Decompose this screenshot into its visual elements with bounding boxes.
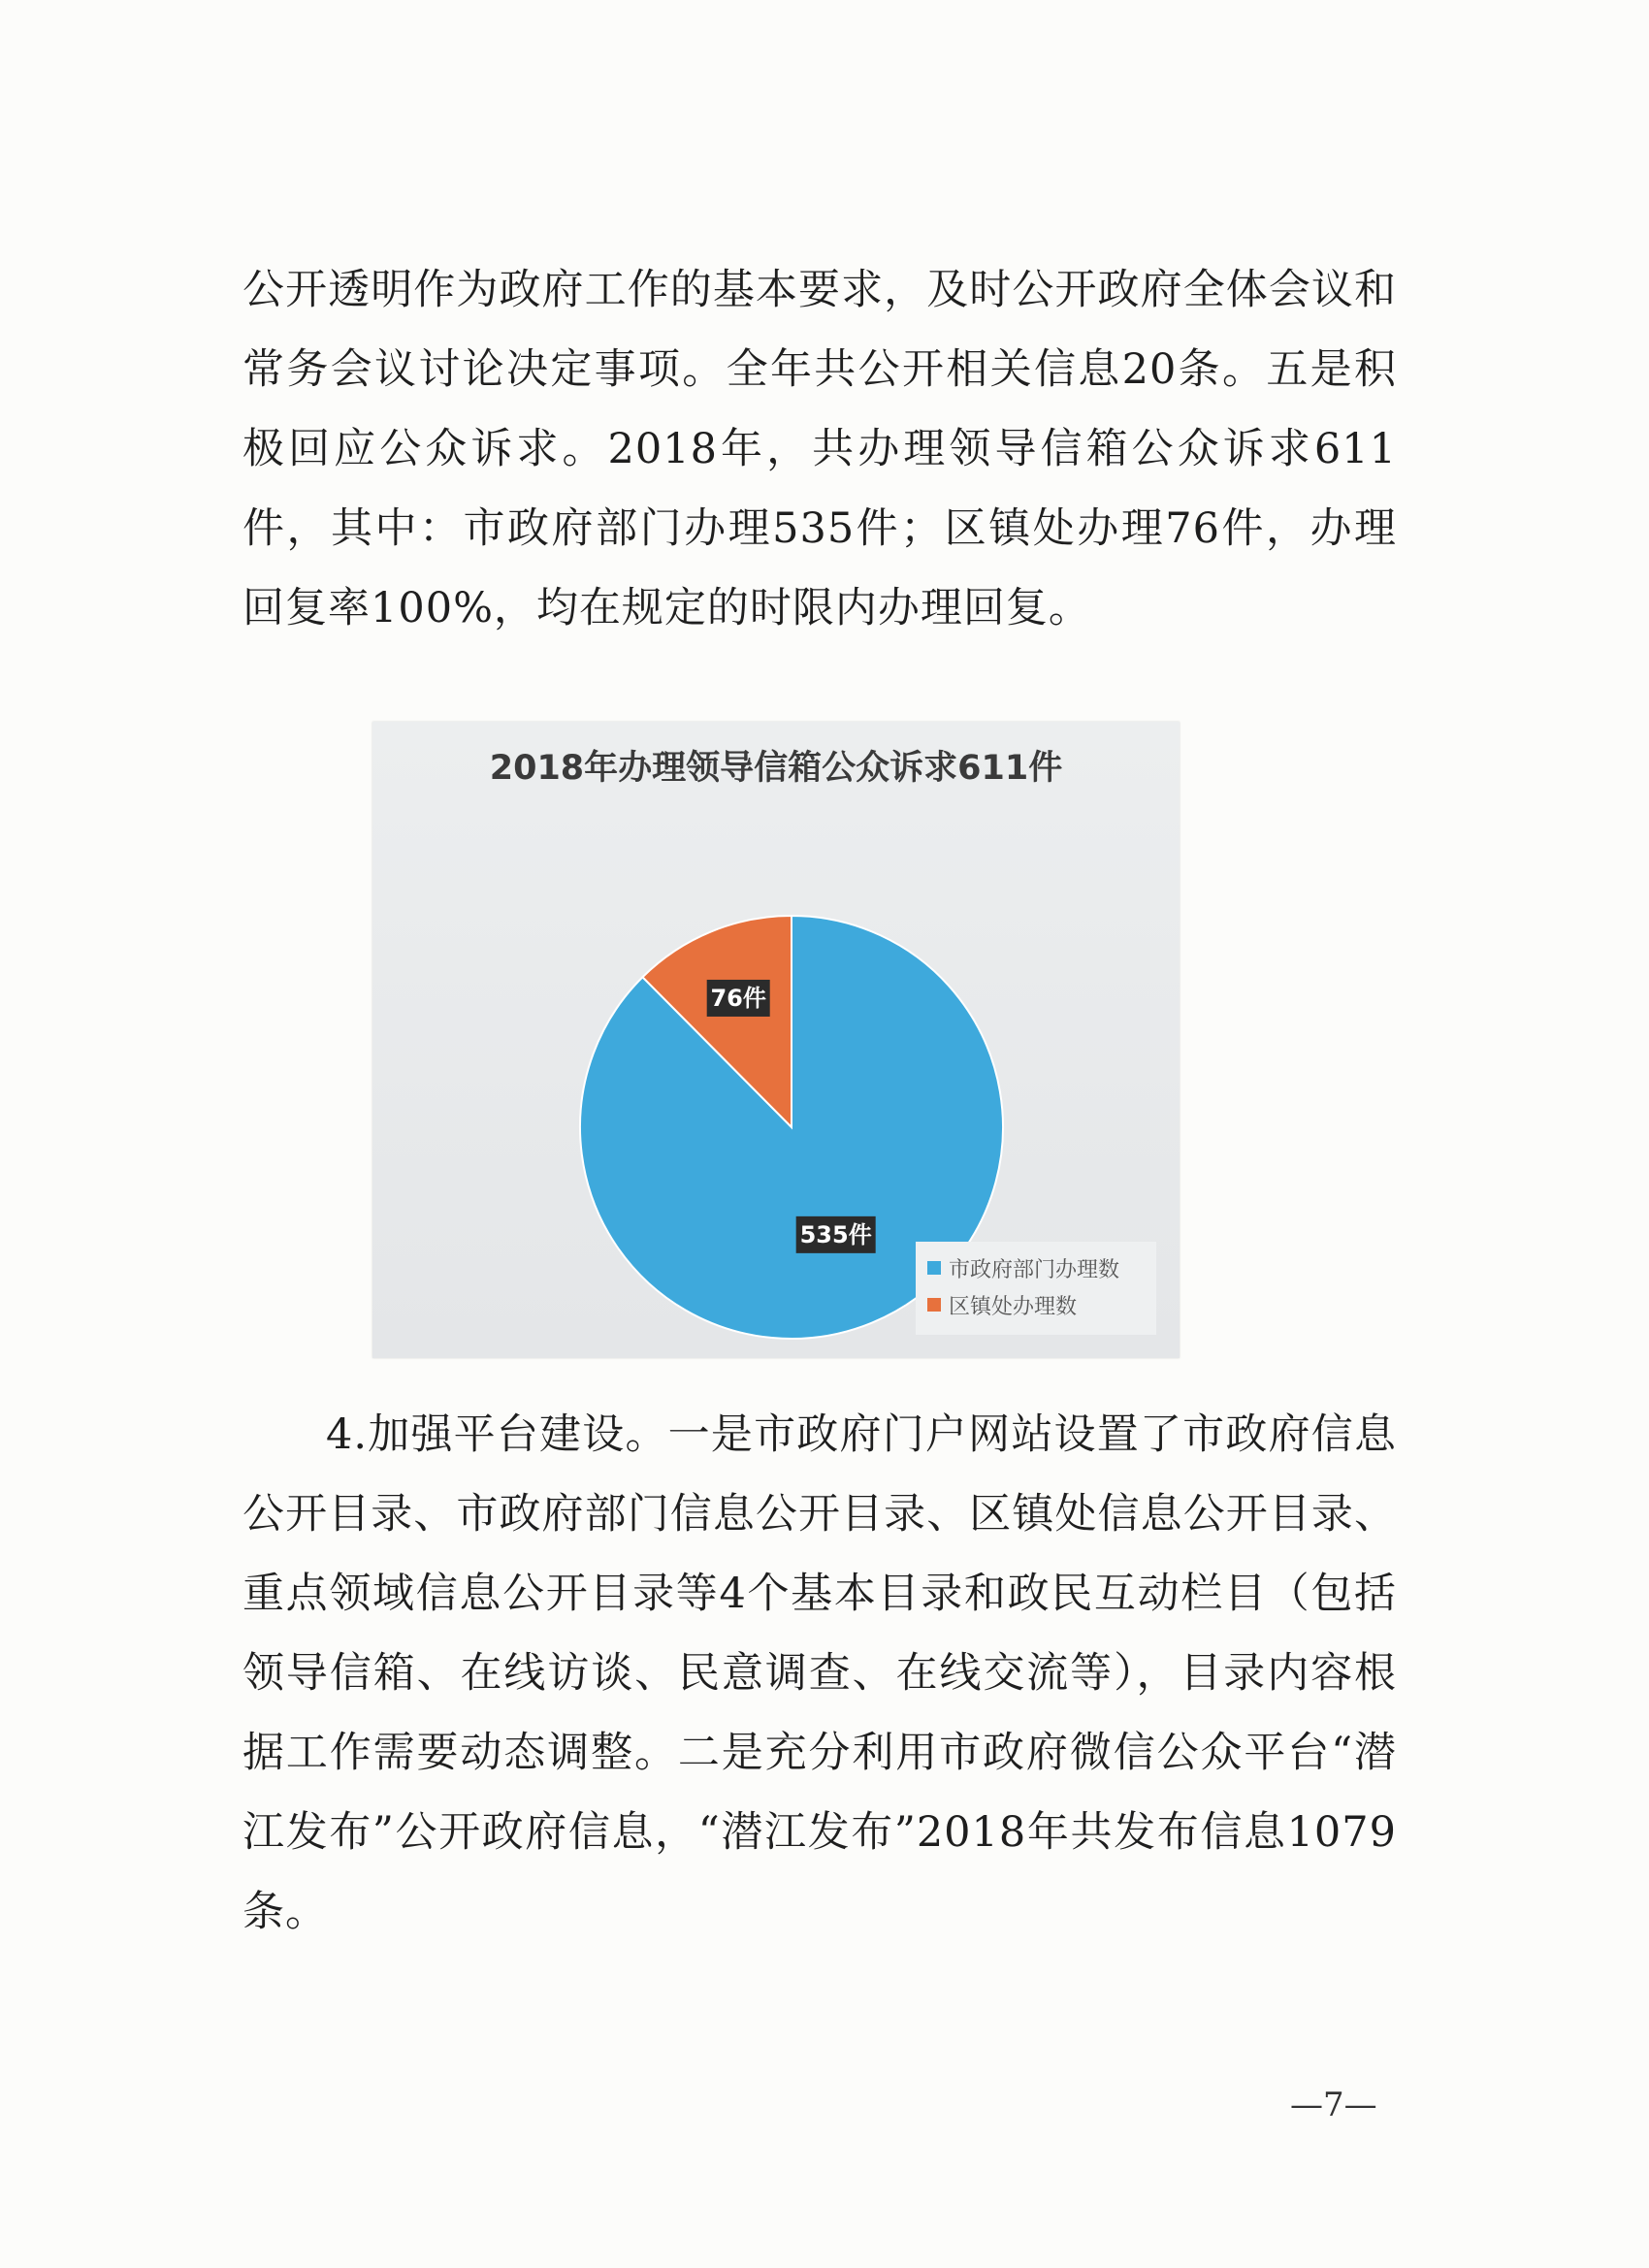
data-label-city-departments-text: 535件 — [799, 1220, 872, 1248]
legend-item-city-departments — [927, 1249, 1145, 1286]
legend-label-districts: 区镇处办理数 — [949, 1294, 1078, 1319]
data-label-city-departments — [796, 1216, 876, 1253]
pie-chart-panel — [372, 722, 1180, 1358]
data-label-districts-text: 76件 — [710, 984, 766, 1012]
body-paragraph-1: 公开透明作为政府工作的基本要求，及时公开政府全体会议和常务会议讨论决定事项。全年共公开相关信息20条。五是积极回应公众诉求。2018年，共办理领导信箱公众诉求611件，其中：市政府部门办理535件；区镇处办理76件，办理回复率100%，均在规定的时限内办理回复。 — [242, 266, 1397, 632]
legend-swatch-districts — [927, 1298, 941, 1312]
legend-label-city-departments: 市政府部门办理数 — [949, 1257, 1120, 1282]
data-label-districts — [707, 980, 770, 1017]
page-number: —7— — [1290, 2086, 1377, 2124]
body-paragraph-2: 4.加强平台建设。一是市政府门户网站设置了市政府信息公开目录、市政府部门信息公开目录、区镇处信息公开目录、重点领域信息公开目录等4个基本目录和政民互动栏目（包括领导信箱、在线访谈、民意调查、在线交流等），目录内容根据工作需要动态调整。二是充分利用市政府微信公众平台“潜江发布”公开政府信息，“潜江发布”2018年共发布信息1079条。 — [242, 1410, 1397, 1936]
chart-title: 2018年办理领导信箱公众诉求611件 — [489, 749, 1063, 788]
chart-legend — [916, 1242, 1156, 1335]
legend-swatch-city-departments — [927, 1261, 941, 1275]
legend-item-districts — [927, 1286, 1145, 1323]
